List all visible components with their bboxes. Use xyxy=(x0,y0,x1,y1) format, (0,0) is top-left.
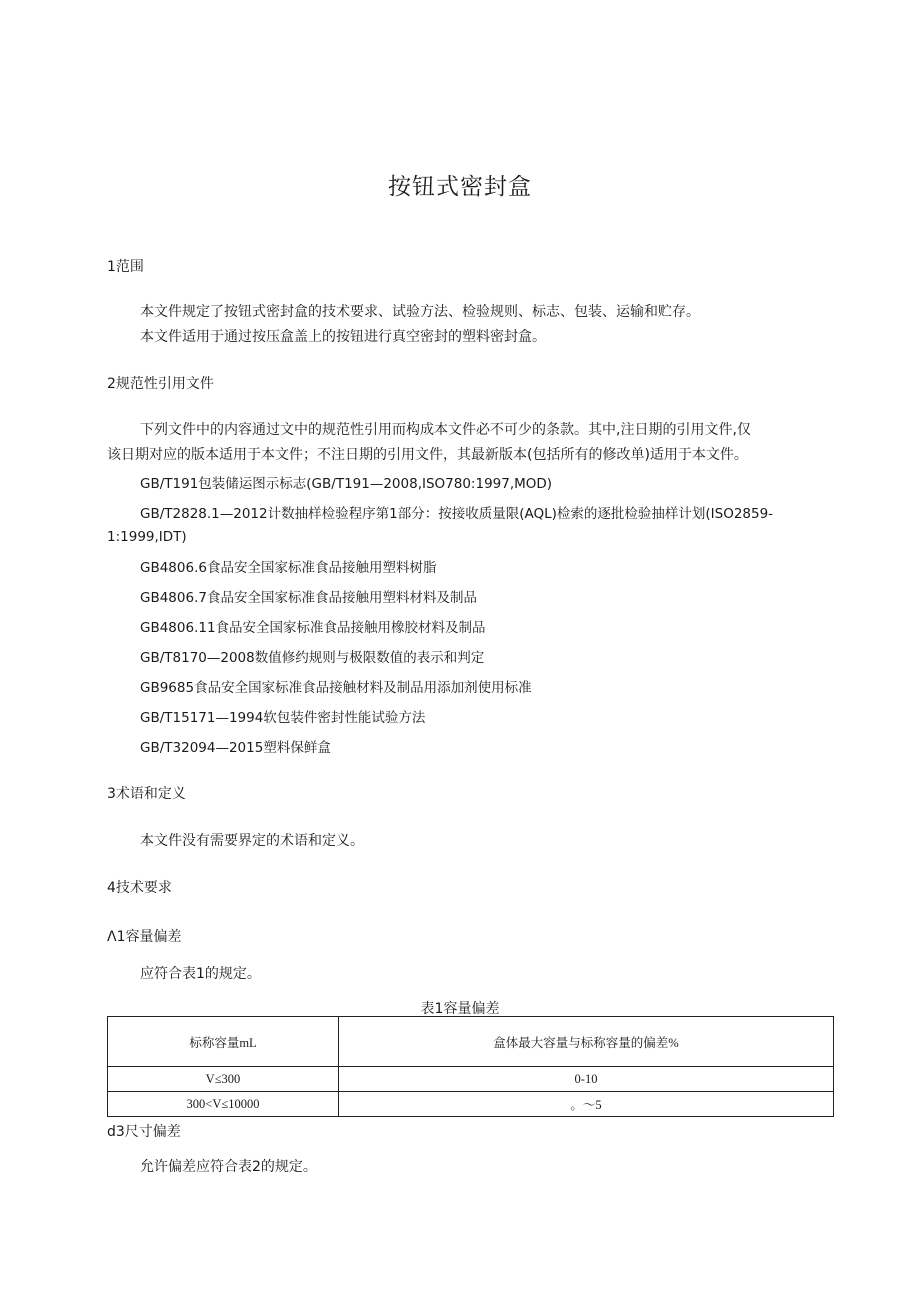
section-2-intro-line-1: 下列文件中的内容通过文中的规范性引用而构成本文件必不可少的条款。其中,注日期的引用文件,仅 xyxy=(140,422,751,438)
section-1-paragraph-2: 本文件适用于通过按压盒盖上的按钮进行真空密封的塑料密封盒。 xyxy=(140,329,546,345)
reference-gbt191: GB/T191包装储运图示标志(GB/T191—2008,ISO780:1997,MOD) xyxy=(140,476,553,492)
table-1-caption: 表1容量偏差 xyxy=(420,1001,500,1017)
reference-gb4806-7: GB4806.7食品安全国家标准食品接触用塑料材料及制品 xyxy=(140,590,477,606)
capacity-deviation-table xyxy=(107,1016,834,1117)
section-3-paragraph: 本文件没有需要界定的术语和定义。 xyxy=(140,833,364,849)
subsection-4-1-heading: Λ1容量偏差 xyxy=(107,929,182,945)
reference-gb4806-6: GB4806.6食品安全国家标准食品接触用塑料树脂 xyxy=(140,560,437,576)
subsection-4-2-heading: d3尺寸偏差 xyxy=(107,1124,181,1140)
cell-deviation: 0-10 xyxy=(339,1067,834,1092)
reference-gbt15171: GB/T15171—1994软包装件密封性能试验方法 xyxy=(140,710,426,726)
header-nominal-capacity: 标称容量mL xyxy=(108,1017,339,1067)
cell-capacity: 300<V≤10000 xyxy=(108,1092,339,1117)
section-2-heading: 2规范性引用文件 xyxy=(107,376,214,392)
reference-gb4806-11: GB4806.11食品安全国家标准食品接触用橡胶材料及制品 xyxy=(140,620,486,636)
reference-gbt2828: GB/T2828.1—2012计数抽样检验程序第1部分：按接收质量限(AQL)检索的逐批检验抽样计划(ISO2859- xyxy=(140,506,774,522)
subsection-4-2-text: 允许偏差应符合表2的规定。 xyxy=(140,1159,317,1175)
reference-gbt8170: GB/T8170—2008数值修约规则与极限数值的表示和判定 xyxy=(140,650,485,666)
table-row xyxy=(108,1092,834,1117)
cell-deviation: 。〜5 xyxy=(339,1092,834,1117)
section-3-heading: 3术语和定义 xyxy=(107,786,186,802)
table-row xyxy=(108,1067,834,1092)
document-title: 按钮式密封盒 xyxy=(388,174,532,200)
section-4-heading: 4技术要求 xyxy=(107,880,172,896)
subsection-4-1-text: 应符合表1的规定。 xyxy=(140,966,261,982)
table-header-row xyxy=(108,1017,834,1067)
header-deviation: 盒体最大容量与标称容量的偏差% xyxy=(339,1017,834,1067)
reference-gb9685: GB9685食品安全国家标准食品接触材料及制品用添加剂使用标准 xyxy=(140,680,532,696)
reference-gbt2828-continued: 1:1999,IDT) xyxy=(107,529,187,545)
section-2-intro-line-2: 该日期对应的版本适用于本文件；不注日期的引用文件，其最新版本(包括所有的修改单)适用于本文件。 xyxy=(107,447,748,463)
section-1-heading: 1范围 xyxy=(107,259,144,275)
cell-capacity: V≤300 xyxy=(108,1067,339,1092)
reference-gbt32094: GB/T32094—2015塑料保鲜盒 xyxy=(140,740,331,756)
section-1-paragraph-1: 本文件规定了按钮式密封盒的技术要求、试验方法、检验规则、标志、包装、运输和贮存。 xyxy=(140,304,700,320)
